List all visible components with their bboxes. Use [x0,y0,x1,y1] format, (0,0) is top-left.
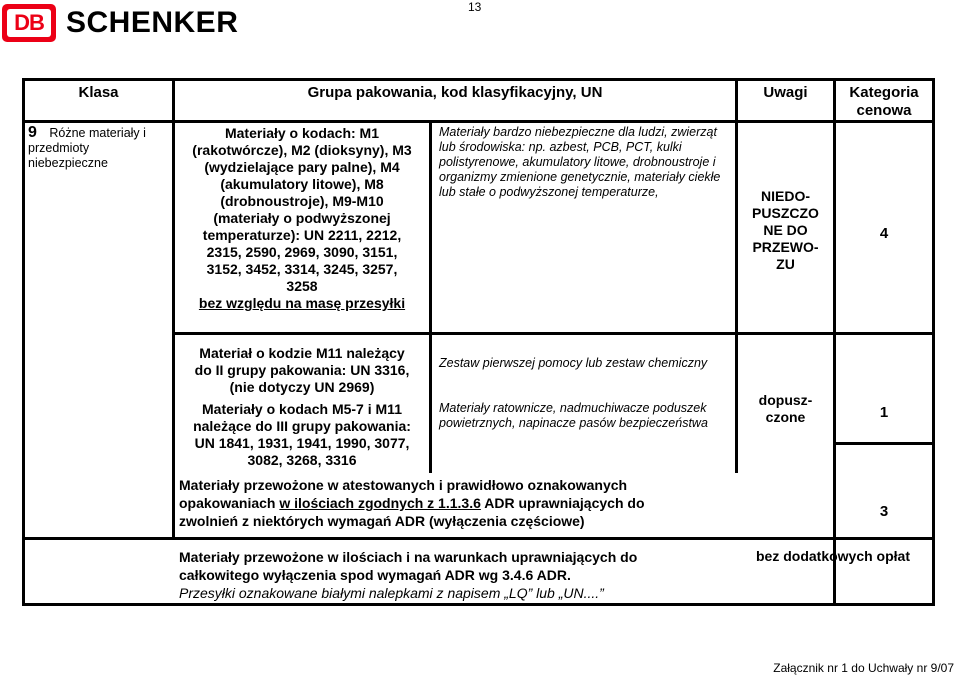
header-uwagi: Uwagi [763,84,808,101]
row2-m5-line: 3082, 3268, 3316 [247,452,357,468]
col-kategoria-divider [833,81,836,603]
row2-m5-line: Materiały o kodach M5-7 i M11 [202,401,402,417]
row1-code-line: 3258 [286,278,318,294]
row1-code-line: (materiały o podwyższonej [213,210,391,226]
classification-table [22,78,935,606]
row3-divider [25,537,932,540]
header-grupa: Grupa pakowania, kod klasyfikacyjny, UN [307,84,603,101]
row2-m11 [175,345,429,396]
row4-text [179,548,829,602]
header-kategoria-line1: Kategoria [849,84,919,101]
row3-category: 3 [879,503,889,520]
header-kategoria [836,84,932,120]
row4-line-2: całkowitego wyłączenia spod wymagań ADR wg 3.4.6 ADR. [179,567,571,583]
row1-codes [175,125,429,312]
class-cell [28,125,172,171]
row2-m11-line: do II grupy pakowania: UN 3316, [194,362,410,378]
row2-category: 1 [879,404,889,421]
row2-m11-line: (nie dotyczy UN 2969) [229,379,375,395]
row3-line-2-pre: opakowaniach [179,495,280,511]
company-name: SCHENKER [66,6,239,39]
row1-code-line: 2315, 2590, 2969, 3090, 3151, [206,244,398,260]
row1-code-line: 3152, 3452, 3314, 3245, 3257, [206,261,398,277]
row3-text [179,476,739,530]
row1-code-line: (wydzielające pary palne), M4 [204,159,400,175]
row1-category: 4 [879,225,889,242]
class-desc-1: Różne materiały i [49,126,146,140]
row4-line-3: Przesyłki oznakowane białymi nalepkami z napisem „LQ” lub „UN....” [179,585,604,601]
row1-status-line: ZU [776,256,795,272]
row2-m5 [175,401,429,469]
row4-category: bez dodatkowych opłat [755,548,910,564]
db-schenker-logo [0,2,238,44]
row1-status [738,188,833,273]
row1-remarks: Materiały bardzo niebezpieczne dla ludzi, zwierząt lub środowiska: np. azbest, PCB, PCT, kulki polistyrenowe, akumulatory litowe, drobnoustroje i organizmy zmienione genetycznie, materiały ciekłe lub stałe o podwyższonej temperaturze, [439,125,721,199]
row2-m5-line: UN 1841, 1931, 1941, 1990, 3077, [194,435,410,451]
row1-code-line: Materiały o kodach: M1 [224,125,380,141]
row4-line-1: Materiały przewożone w ilościach i na warunkach uprawniających do [179,549,638,565]
row1-code-line: (akumulatory litowe), M8 [220,176,384,192]
row1-status-line: NIEDO- [761,188,810,204]
row3-line-2-underlined: w ilościach zgodnych z 1.1.3.6 [279,495,481,511]
class-number: 9 [28,124,37,141]
row1-status-line: PRZEWO- [752,239,819,255]
page-number: 13 [468,0,482,14]
row2-m11-line: Materiał o kodzie M11 należący [199,345,405,361]
db-logo-box [2,4,56,42]
row1-code-line: (rakotwórcze), M2 (dioksyny), M3 [192,142,412,158]
row1-mass-note: bez względu na masę przesyłki [198,295,406,311]
col-grupa-divider [429,120,432,473]
class-desc-2: przedmioty [28,141,90,155]
row2-status [738,392,833,426]
header-divider [25,120,932,123]
row1-divider [175,332,932,335]
footer-note: Załącznik nr 1 do Uchwały nr 9/07 [773,661,954,675]
category-divider [833,442,932,445]
row1-status-line: PUSZCZO [752,205,819,221]
row1-code-line: (drobnoustroje), M9-M10 [220,193,384,209]
row3-line-2-post: ADR uprawniających do [480,495,645,511]
row3-line-1: Materiały przewożone w atestowanych i prawidłowo oznakowanych [179,477,628,493]
row1-status-line: NE DO [763,222,808,238]
row3-line-2 [179,494,739,512]
row1-code-line: temperaturze): UN 2211, 2212, [202,227,402,243]
header-kategoria-line2: cenowa [856,102,912,119]
row3-line-3: zwolnień z niektórych wymagań ADR (wyłączenia częściowe) [179,513,585,529]
row2-status-line: czone [765,409,806,425]
header-klasa: Klasa [78,84,119,101]
row2-status-line: dopusz- [758,392,813,408]
row2-remarks-2: Materiały ratownicze, nadmuchiwacze poduszek powietrznych, napinacze pasów bezpieczeństwa [439,401,708,430]
row2-remarks-1: Zestaw pierwszej pomocy lub zestaw chemiczny [439,356,708,370]
row2-m5-line: należące do III grupy pakowania: [193,418,411,434]
class-desc-3: niebezpieczne [28,156,108,170]
db-logo-text: DB [7,9,51,37]
